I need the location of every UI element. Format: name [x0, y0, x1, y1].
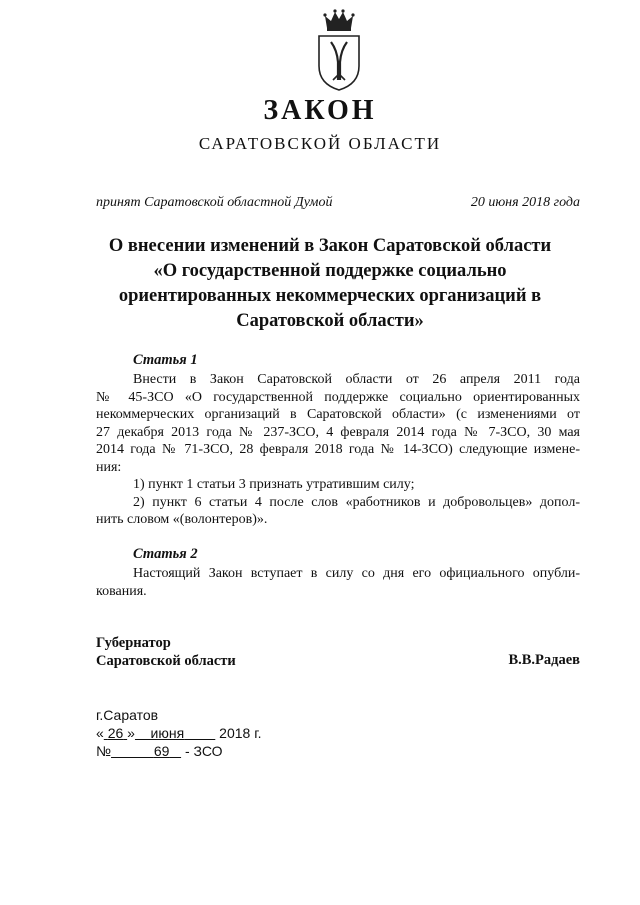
- heading-line: Саратовской области»: [236, 311, 424, 331]
- law-number-value: 69: [153, 743, 170, 759]
- signing-date: « 26 » июня 2018 г.: [96, 725, 262, 741]
- article-1-line: 27 декабря 2013 года № 237-ЗСО, 4 февраля 2014 года № 7-ЗСО, 30 мая: [96, 424, 580, 440]
- signatory-position: [96, 634, 236, 670]
- heading-line: ориентированных некоммерческих организаций в: [118, 286, 542, 306]
- article-1-line: Внести в Закон Саратовской области от 26 апреля 2011 года: [133, 372, 580, 387]
- signatory-name: В.В.Радаев: [508, 652, 580, 668]
- city: г.Саратов: [96, 707, 159, 723]
- heading-line: О внесении изменений в Закон Саратовской области: [108, 236, 552, 256]
- date-year: 2018 г.: [219, 725, 262, 741]
- article-1-item: 2) пункт 6 статьи 4 после слов «работников и добровольцев» допол-: [133, 494, 580, 510]
- position-line: Саратовской области: [96, 653, 236, 669]
- article-1-line: некоммерческих организаций в Саратовской области» (с изменениями от: [96, 407, 580, 422]
- date-month: июня: [150, 725, 185, 741]
- article-2-line: кования.: [96, 583, 147, 599]
- adopted-date: 20 июня 2018 года: [470, 195, 580, 210]
- article-2-body: [96, 565, 580, 600]
- date-day: 26: [107, 725, 124, 741]
- law-number: № 69 - ЗСО: [96, 743, 223, 759]
- article-1-body: [96, 371, 580, 529]
- article-1-title: Статья 1: [133, 352, 198, 368]
- place-date-number: [96, 706, 262, 760]
- law-title: ЗАКОН: [263, 95, 377, 126]
- law-subtitle: САРАТОВСКОЙ ОБЛАСТИ: [198, 134, 442, 153]
- article-2-line: Настоящий Закон вступает в силу со дня его официального опубли-: [133, 566, 580, 581]
- article-1-line: № 45-ЗСО «О государственной поддержке социально ориентированных: [96, 389, 580, 405]
- adopted-by: принят Саратовской областной Думой: [96, 195, 333, 210]
- article-1-line: нить словом «(волонтеров)».: [96, 512, 268, 527]
- saratov-coat-of-arms-icon: [311, 6, 367, 92]
- adoption-line: [96, 195, 580, 211]
- position-line: Губернатор: [96, 635, 171, 651]
- article-2-title: Статья 2: [133, 546, 198, 562]
- law-heading: [80, 234, 580, 334]
- article-1-item: 1) пункт 1 статьи 3 признать утратившим силу;: [133, 477, 415, 492]
- article-1-line: 2014 года № 71-ЗСО, 28 февраля 2018 года № 14-ЗСО) следующие измене-: [96, 442, 580, 457]
- article-1-line: ния:: [96, 459, 122, 475]
- heading-line: «О государственной поддержке социально: [153, 261, 507, 281]
